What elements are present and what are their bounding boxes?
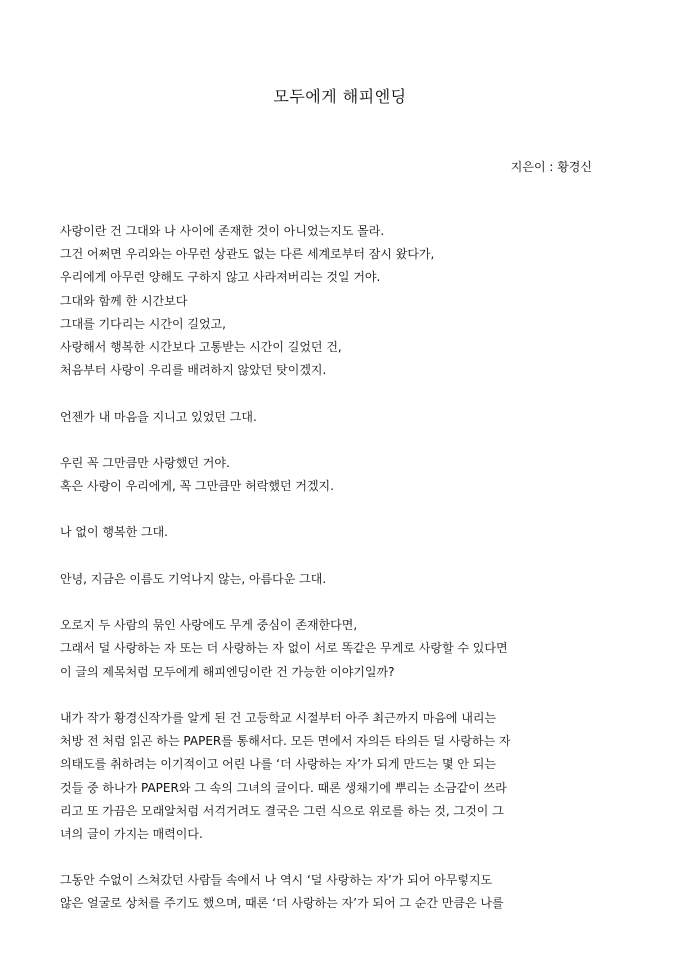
blank-line [60,545,625,568]
blank-line [60,684,625,707]
blank-line [60,846,625,869]
text-line: 우리에게 아무런 양해도 구하지 않고 사라져버리는 것일 거야. [60,270,381,285]
text-line: 그래서 덜 사랑하는 자 또는 더 사랑하는 자 없이 서로 똑같은 무게로 사랑할 수 있다면 [60,641,508,656]
document-author: 지은이 : 황경신 [510,160,592,174]
text-line: 혹은 사랑이 우리에게, 꼭 그만큼만 허락했던 거겠지. [60,479,334,494]
text-line: 우린 꼭 그만큼만 사랑했던 거야. [60,455,230,470]
blank-line [60,382,625,405]
document-body [60,220,625,916]
text-line: 처음부터 사랑이 우리를 배려하지 않았던 탓이겠지. [60,363,327,378]
text-line: 녀의 글이 가지는 매력이다. [60,826,203,841]
text-line: 않은 얼굴로 상처를 주기도 했으며, 때론 ‘더 사랑하는 자’가 되어 그 순간 만큼은 나를 [60,896,504,911]
text-line: 그건 어쩌면 우리와는 아무런 상관도 없는 다른 세계로부터 잠시 왔다가, [60,247,435,262]
text-line: 사랑이란 건 그대와 나 사이에 존재한 것이 아니었는지도 몰라. [60,224,385,238]
text-line: 그대를 기다리는 시간이 길었고, [60,316,226,331]
document-title: 모두에게 해피엔딩 [273,87,407,106]
text-line: 언젠가 내 마음을 지니고 있었던 그대. [60,409,257,424]
text-line: 리고 또 가끔은 모래알처럼 서걱거려도 결국은 그런 식으로 위로를 하는 것, 그것이 그 [60,803,504,818]
text-line: 이 글의 제목처럼 모두에게 해피엔딩이란 건 가능한 이야기일까? [60,664,395,679]
text-line: 것들 중 하나가 PAPER와 그 속의 그녀의 글이다. 때론 생채기에 뿌리는 소금같이 쓰라 [60,780,507,795]
blank-line [60,591,625,614]
blank-line [60,498,625,521]
text-line: 오로지 두 사람의 묶인 사랑에도 무게 중심이 존재한다면, [60,618,358,633]
text-line: 처방 전 처럼 읽곤 하는 PAPER를 통해서다. 모든 면에서 자의든 타의든 덜 사랑하는 자 [60,734,511,749]
text-line: 그동안 수없이 스쳐갔던 사람들 속에서 나 역시 ‘덜 사랑하는 자’가 되어 아무렇지도 [60,873,493,888]
text-line: 내가 작가 황경신작가를 알게 된 건 고등학교 시절부터 아주 최근까지 마음에 내리는 [60,710,497,725]
text-line: 안녕, 지금은 이름도 기억나지 않는, 아름다운 그대. [60,571,327,586]
text-line: 사랑해서 행복한 시간보다 고통받는 시간이 길었던 건, [60,339,342,354]
text-line: 그대와 함께 한 시간보다 [60,293,188,308]
text-line: 의태도를 취하려는 이기적이고 어린 나를 ‘더 사랑하는 자’가 되게 만드는 몇 안 되는 [60,757,496,772]
text-line: 나 없이 행복한 그대. [60,525,168,540]
blank-line [60,429,625,452]
